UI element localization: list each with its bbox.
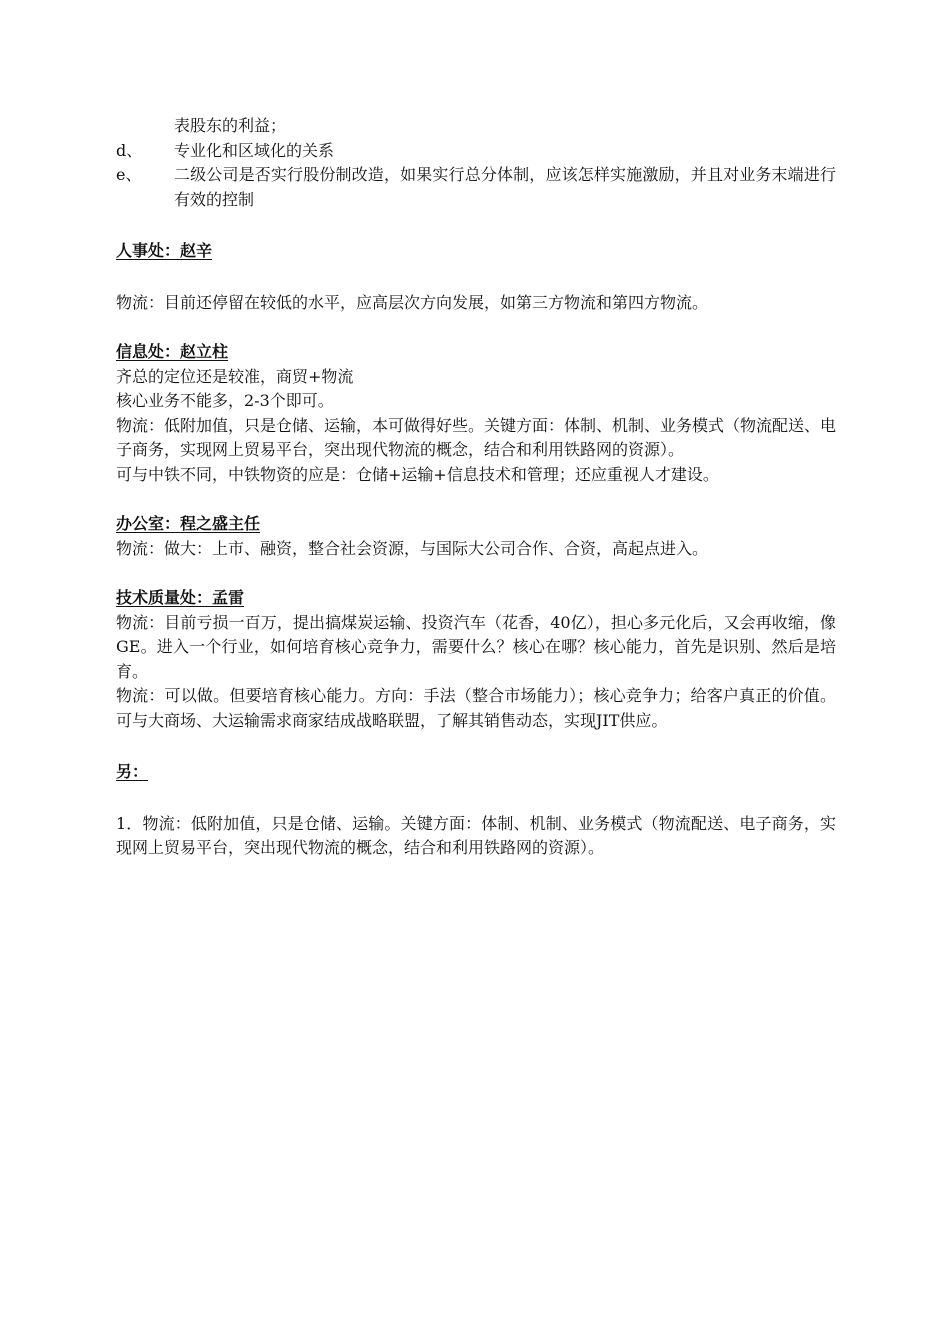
- paragraph: 物流：目前还停留在较低的水平，应高层次方向发展，如第三方物流和第四方物流。: [116, 292, 709, 312]
- section-heading-information: 信息处：赵立柱: [116, 342, 229, 361]
- list-item-text: 二级公司是否实行股份制改造，如果实行总分体制，应该怎样实施激励，并且对业务末端进行有效的控制: [174, 165, 836, 209]
- paragraph: 物流：可以做。但要培育核心能力。方向：手法（整合市场能力）；核心竞争力；给客户真正的价值。可与大商场、大运输需求商家结成战略联盟，了解其销售动态，实现JIT供应。: [116, 686, 836, 730]
- section-heading-tech-quality: 技术质量处：孟雷: [116, 588, 245, 607]
- paragraph: 物流：低附加值，只是仓储、运输，本可做得好些。关键方面：体制、机制、业务模式（物流配送、电子商务，实现网上贸易平台，突出现代物流的概念，结合和利用铁路网的资源）。: [116, 415, 837, 459]
- section-heading-additional: 另：: [116, 762, 149, 781]
- document-body: [116, 114, 836, 861]
- paragraph: 核心业务不能多，2-3个即可。: [116, 391, 334, 410]
- list-marker: d、: [116, 140, 143, 160]
- list-continuation: 表股东的利益；: [174, 116, 287, 135]
- paragraph: 可与中铁不同，中铁物资的应是：仓储+运输+信息技术和管理；还应重视人才建设。: [116, 464, 719, 484]
- list-item-d: [116, 139, 836, 164]
- list-item-text: 专业化和区域化的关系: [174, 140, 335, 160]
- section-heading-personnel: 人事处：赵辛: [116, 241, 213, 260]
- section-heading-office: 办公室：程之盛主任: [116, 514, 261, 533]
- list-item-e: [116, 163, 836, 212]
- list-marker: e、: [116, 165, 142, 184]
- paragraph: 物流：目前亏损一百万，提出搞煤炭运输、投资汽车（花香，40亿），担心多元化后，又会再收缩，像GE。进入一个行业，如何培育核心竞争力，需要什么？核心在哪？核心能力，首先是识别、然后是培育。: [116, 612, 836, 681]
- paragraph: 1．物流：低附加值，只是仓储、运输。关键方面：体制、机制、业务模式（物流配送、电子商务，实现网上贸易平台，突出现代物流的概念，结合和利用铁路网的资源）。: [116, 813, 836, 857]
- paragraph: 物流：做大：上市、融资，整合社会资源，与国际大公司合作、合资，高起点进入。: [116, 538, 709, 558]
- paragraph: 齐总的定位还是较准，商贸+物流: [116, 366, 354, 386]
